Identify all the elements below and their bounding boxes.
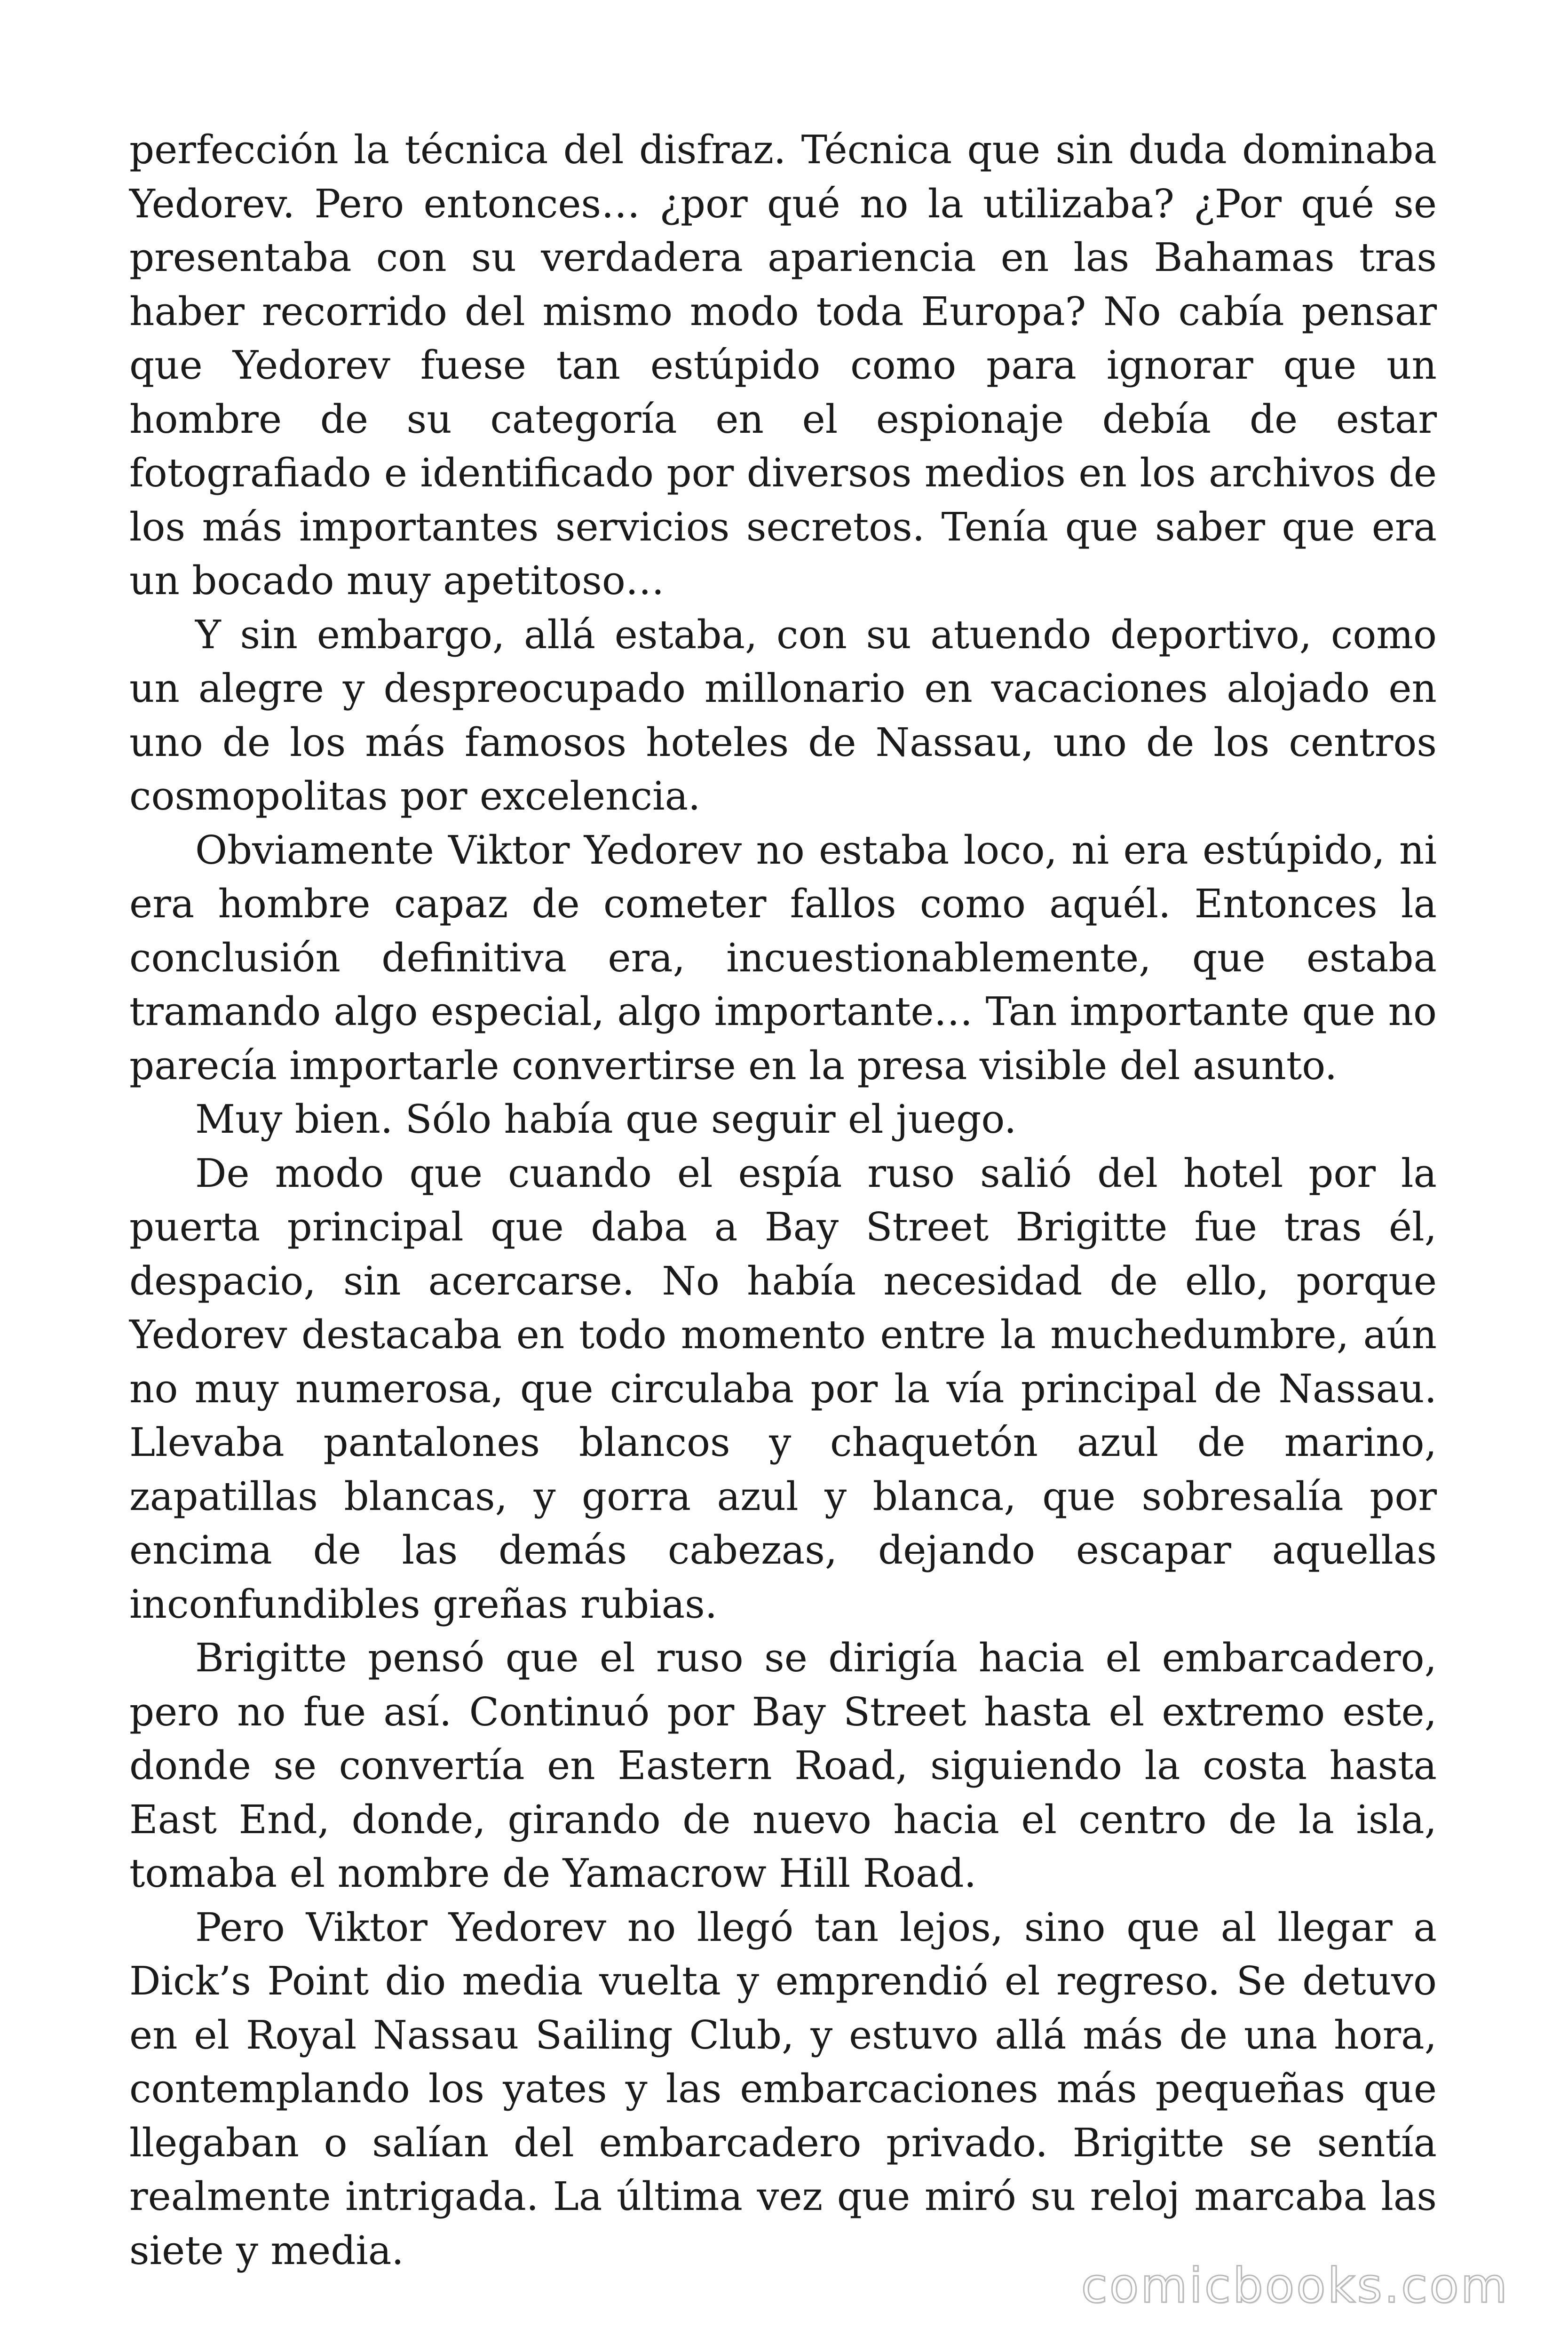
paragraph: De modo que cuando el espía ruso salió del hotel por la puerta principal que daba a Bay Street Brigitte fue tras él, despacio, sin acercarse. No había necesidad de ello, porque Yedorev destacaba en todo momento entre la muchedumbre, aún no muy numerosa, que circulaba por la vía principal de Nassau. Llevaba pantalones blancos y chaquetón azul de marino, zapatillas blancas, y gorra azul y blanca, que sobresalía por encima de las demás cabezas, dejando escapar aquellas inconfundibles greñas rubias.	[129, 1150, 1437, 1627]
paragraph: Muy bien. Sólo había que seguir el juego.	[195, 1097, 1017, 1142]
book-page-text	[129, 123, 1437, 2278]
paragraph: Y sin embargo, allá estaba, con su atuendo deportivo, como un alegre y despreocupado millonario en vacaciones alojado en uno de los más famosos hoteles de Nassau, uno de los centros cosmopolitas por excelencia.	[129, 612, 1437, 819]
site-watermark: comicbooks.com	[1081, 2258, 1509, 2314]
paragraph: Obviamente Viktor Yedorev no estaba loco, ni era estúpido, ni era hombre capaz de cometer fallos como aquél. Entonces la conclusión definitiva era, incuestionablemente, que estaba tramando algo especial, algo importante… Tan importante que no parecía importarle convertirse en la presa visible del asunto.	[129, 827, 1437, 1089]
paragraph: Brigitte pensó que el ruso se dirigía hacia el embarcadero, pero no fue así. Continuó por Bay Street hasta el extremo este, donde se convertía en Eastern Road, siguiendo la costa hasta East End, donde, girando de nuevo hacia el centro de la isla, tomaba el nombre de Yamacrow Hill Road.	[129, 1635, 1437, 1896]
paragraph: perfección la técnica del disfraz. Técnica que sin duda dominaba Yedorev. Pero entonces… ¿por qué no la utilizaba? ¿Por qué se presentaba con su verdadera apariencia en las Bahamas tras haber recorrido del mismo modo toda Europa? No cabía pensar que Yedorev fuese tan estúpido como para ignorar que un hombre de su categoría en el espionaje debía de estar fotografiado e identificado por diversos medios en los archivos de los más importantes servicios secretos. Tenía que saber que era un bocado muy apetitoso…	[129, 127, 1437, 604]
paragraph: Pero Viktor Yedorev no llegó tan lejos, sino que al llegar a Dick’s Point dio media vuelta y emprendió el regreso. Se detuvo en el Royal Nassau Sailing Club, y estuvo allá más de una hora, contemplando los yates y las embarcaciones más pequeñas que llegaban o salían del embarcadero privado. Brigitte se sentía realmente intrigada. La última vez que miró su reloj marcaba las siete y media.	[129, 1904, 1437, 2273]
